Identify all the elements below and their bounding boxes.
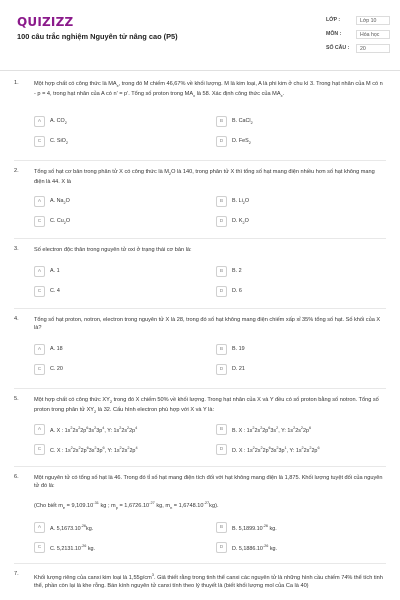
option-letter-badge: B [216,522,227,533]
answer-option-a[interactable] [34,344,194,356]
option-letter-badge: D [216,216,227,227]
option-text: D. 6 [232,288,242,294]
option-letter-badge: B [216,266,227,277]
option-text: C. $5,2131.10^{-26}$ kg. [50,544,96,552]
answer-option-a[interactable] [34,266,194,278]
worksheet-header [0,0,400,70]
question-text: Tổng số hạt proton, notron, electron trong nguyên tử X là 28, trong đó số hạt không mang điện chiếm xấp xỉ 35% tổng số hạt. Số khối của X là? [34,317,381,332]
option-text: C. X : $1s^22s^22p^63s^23p^6$, Y: $1s^22s^22p^4$ [50,446,138,454]
answer-option-c[interactable] [34,542,194,554]
answer-option-b[interactable] [216,116,376,128]
option-letter-badge: C [34,364,45,375]
answer-option-a[interactable] [34,116,194,128]
option-letter-badge: B [216,424,227,435]
subject-label: MÔN : [326,31,342,37]
question-divider [14,563,386,564]
option-text: C. 20 [50,366,63,372]
option-text: A. $Na_2O$ [50,198,70,206]
answer-option-c[interactable] [34,216,194,228]
option-text: A. $CO_2$ [50,118,67,126]
option-letter-badge: A [34,424,45,435]
option-text: C. $Cu_2O$ [50,218,71,226]
question-text: Một nguyên tử có tổng số hạt là 46. Trong đó tỉ số hạt mang điện tích đối với hạt không mang điện là 1,875. Khối lượng tuyệt đối của nguyên tử đó là: (Cho biết $m_e = 9,109.10^{-31}$ kg ; $m_p = 1,6726.10^{-27}$ kg, $m_n = 1,6748.10^{-27}kg$). [34,475,383,510]
header-divider [0,70,400,71]
answer-option-b[interactable] [216,266,376,278]
option-letter-badge: C [34,286,45,297]
option-text: D. $K_2O$ [232,218,249,226]
option-text: C. SiO$_2$ [50,138,68,146]
question-divider [14,466,386,467]
option-letter-badge: B [216,344,227,355]
answer-option-c[interactable] [34,136,194,148]
question-number: 2. [14,168,19,174]
option-text: B. $Li_2O$ [232,198,250,206]
question-text: Khối lượng riêng của canxi kim loại là $1,55g/cm^3$. Giả thiết rằng trong tinh thể canxi các nguyên tử là những hình cầu chiếm 74% thể tích tinh thể, phần còn lại là khe rỗng. Bán kính nguyên tử canxi tính theo lý thuyết là (biết khối lượng mol của Ca là 40) [34,572,383,590]
question-number: 5. [14,396,19,402]
question-text: Một hợp chất có công thức là $MA_x$, trong đó M chiếm 46,67% về khối lượng. M là kim loại, A là phi kim ở chu kì 3. Trong hạt nhân của M có n - p = 4, trong hạt nhân của A có n' = p'. Tổng số proton trong $MA_x$ là 58. Xác định công thức của $MA_x$. [34,81,383,99]
answer-option-d[interactable] [216,286,376,298]
option-text: D. 21 [232,366,245,372]
question-divider [14,308,386,309]
option-letter-badge: D [216,542,227,553]
answer-option-b[interactable] [216,196,376,208]
question-number: 6. [14,474,19,480]
question-number: 4. [14,316,19,322]
option-text: A. $5,1673.10^{-26}kg$. [50,524,94,532]
option-letter-badge: A [34,344,45,355]
worksheet-title: 100 câu trắc nghiệm Nguyên tử nâng cao (P5) [17,32,178,41]
option-text: B. 2 [232,268,242,274]
option-text: B. 19 [232,346,245,352]
option-text: C. 4 [50,288,60,294]
answer-option-b[interactable] [216,424,376,436]
question-text: Một hợp chất có công thức $XY_2$ trong đó X chiếm 50% về khối lượng. Trong hạt nhân của X và Y đều có số proton bằng số notron. Tổng số proton trong phân tử $XY_2$ là 32. Cấu hình electron phù hợp với X và Y là: [34,397,379,415]
option-letter-badge: C [34,444,45,455]
question-text: Số electron độc thân trong nguyên tử oxi ở trạng thái cơ bản là: [34,247,192,253]
answer-option-d[interactable] [216,444,376,456]
answer-option-a[interactable] [34,196,194,208]
class-value: Lớp 10 [356,16,390,25]
answer-option-d[interactable] [216,364,376,376]
option-letter-badge: B [216,116,227,127]
option-text: B. $5,1899.10^{-26}$ kg. [232,524,277,532]
answer-option-d[interactable] [216,542,376,554]
answer-option-b[interactable] [216,344,376,356]
question-text: Tổng số hạt cơ bản trong phân tử X có công thức là $M_2O$ là 140, trong phân tử X thì tổng số hạt mang điện nhiều hơn số hạt không mang điện là 44. X là [34,169,375,186]
option-letter-badge: A [34,196,45,207]
option-letter-badge: D [216,136,227,147]
answer-option-d[interactable] [216,216,376,228]
question-number: 3. [14,246,19,252]
option-text: B. X : $1s^22s^22p^63s^2$, Y: $1s^22s^22p^6$ [232,426,312,434]
question-number: 7. [14,571,19,577]
answer-option-b[interactable] [216,522,376,534]
class-label: LỚP : [326,17,341,23]
option-letter-badge: D [216,286,227,297]
answer-option-c[interactable] [34,444,194,456]
option-text: A. 18 [50,346,63,352]
option-letter-badge: A [34,522,45,533]
question-divider [14,160,386,161]
question-number: 1. [14,80,19,86]
question-count-value: 20 [356,44,390,53]
option-letter-badge: D [216,444,227,455]
option-text: D. FeS$_2$ [232,138,251,146]
subject-value: Hóa học [356,30,390,39]
option-letter-badge: D [216,364,227,375]
option-letter-badge: C [34,542,45,553]
answer-option-c[interactable] [34,286,194,298]
answer-option-c[interactable] [34,364,194,376]
answer-option-d[interactable] [216,136,376,148]
option-letter-badge: B [216,196,227,207]
answer-option-a[interactable] [34,522,194,534]
option-letter-badge: A [34,266,45,277]
option-text: A. 1 [50,268,60,274]
question-divider [14,388,386,389]
option-letter-badge: A [34,116,45,127]
question-divider [14,238,386,239]
option-text: D. X : $1s^22s^22p^63s^23p^1$, Y: $1s^22s^22p^6$ [232,446,320,454]
quizizz-logo: QUIZIZZ [17,15,74,29]
question-count-label: SỐ CÂU : [326,45,350,51]
answer-option-a[interactable] [34,424,194,436]
option-letter-badge: C [34,216,45,227]
option-letter-badge: C [34,136,45,147]
option-text: B. CaCl$_2$ [232,118,253,126]
option-text: D. $5,1886.10^{-26}$ kg. [232,544,278,552]
option-text: A. X : $1s^22s^22p^63s^23p^4$, Y: $1s^22s^22p^4$ [50,426,138,434]
